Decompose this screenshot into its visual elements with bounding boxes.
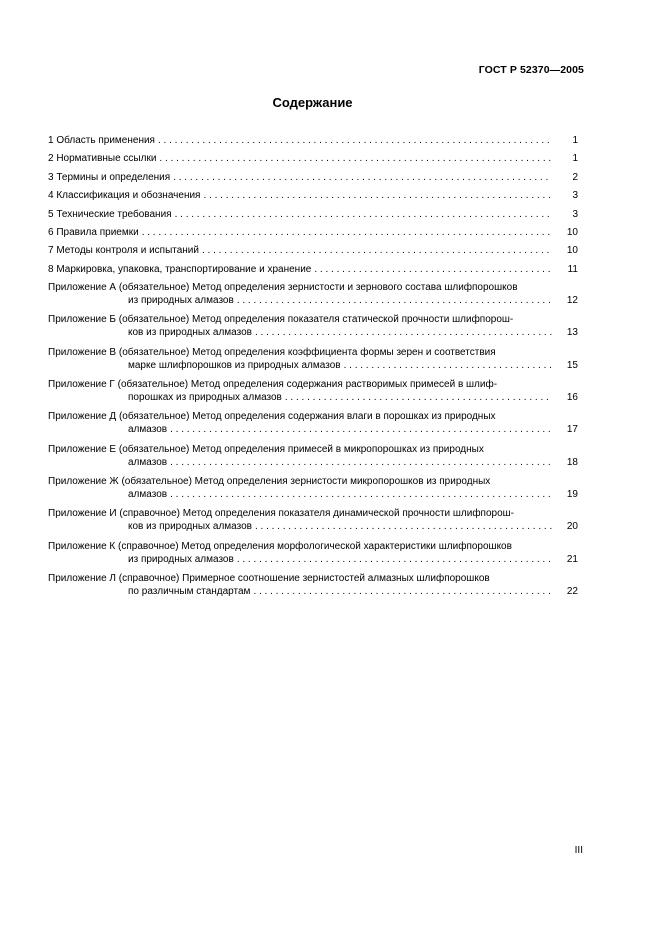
toc-entry-title-continuation: по различным стандартам <box>128 585 251 597</box>
toc-entry[interactable] <box>48 313 578 345</box>
dot-leader <box>314 263 552 276</box>
toc-entry-title: Приложение И (справочное) Метод определения показателя динамической прочности шлифпорош- <box>48 508 515 520</box>
toc-entry[interactable] <box>48 189 578 207</box>
toc-entry-title: 2 Нормативные ссылки <box>48 153 157 165</box>
dot-leader <box>175 208 552 221</box>
toc-entry[interactable] <box>48 507 578 539</box>
toc-page-number: 16 <box>566 392 578 404</box>
toc-entry-title-continuation: из природных алмазов <box>128 295 234 307</box>
toc-entry[interactable] <box>48 244 578 262</box>
toc-entry-title: 8 Маркировка, упаковка, транспортирование и хранение <box>48 263 312 275</box>
dot-leader <box>170 456 552 469</box>
toc-entry-title: Приложение Д (обязательное) Метод определения содержания влаги в порошках из природных <box>48 411 496 423</box>
dot-leader <box>203 189 552 202</box>
toc-page-number: 10 <box>566 245 578 257</box>
dot-leader <box>255 326 552 339</box>
toc-entry-title-continuation: порошках из природных алмазов <box>128 392 282 404</box>
toc-entry[interactable] <box>48 134 578 152</box>
toc-entry[interactable] <box>48 475 578 507</box>
dot-leader <box>237 553 552 566</box>
toc-entry-title-continuation: алмазов <box>128 488 168 500</box>
dot-leader <box>285 391 552 404</box>
toc-page-number: 2 <box>572 171 578 183</box>
toc-page-number: 11 <box>567 263 578 275</box>
dot-leader <box>170 423 552 436</box>
toc-page-number: 1 <box>572 153 578 165</box>
dot-leader <box>159 152 552 165</box>
page-number: III <box>574 845 583 856</box>
toc-page-number: 22 <box>566 585 578 597</box>
dot-leader <box>237 294 552 307</box>
toc-entry[interactable] <box>48 281 578 313</box>
toc-entry[interactable] <box>48 378 578 410</box>
toc-entry-title: Приложение В (обязательное) Метод определения коэффициента формы зерен и соответствия <box>48 346 496 358</box>
toc-entry-title-continuation: ков из природных алмазов <box>128 327 252 339</box>
toc-entry[interactable] <box>48 572 578 604</box>
toc-entry[interactable] <box>48 226 578 244</box>
table-of-contents <box>48 134 578 604</box>
dot-leader <box>158 134 552 147</box>
toc-page-number: 3 <box>572 208 578 220</box>
toc-entry[interactable] <box>48 540 578 572</box>
toc-entry[interactable] <box>48 152 578 170</box>
dot-leader <box>344 359 552 372</box>
standard-code: ГОСТ Р 52370—2005 <box>478 64 584 76</box>
toc-page-number: 21 <box>566 553 578 565</box>
toc-entry-title: 1 Область применения <box>48 135 155 146</box>
toc-page-number: 10 <box>566 226 578 238</box>
toc-entry-title: Приложение Е (обязательное) Метод определения примесей в микропорошках из природных <box>48 443 484 455</box>
toc-page-number: 13 <box>566 327 578 339</box>
dot-leader <box>142 226 552 239</box>
toc-entry-title: 4 Классификация и обозначения <box>48 190 201 202</box>
toc-entry-title: 6 Правила приемки <box>48 226 139 238</box>
toc-entry-title-continuation: алмазов <box>128 424 168 436</box>
toc-page-number: 3 <box>572 190 578 202</box>
toc-entry-title: Приложение Б (обязательное) Метод определения показателя статической прочности шлифпорош- <box>48 314 514 326</box>
toc-entry[interactable] <box>48 346 578 378</box>
dot-leader <box>202 244 552 257</box>
toc-entry-title: 3 Термины и определения <box>48 171 171 183</box>
toc-entry-title: Приложение А (обязательное) Метод определения зернистости и зернового состава шлифпорошков <box>48 282 518 294</box>
dot-leader <box>170 488 552 501</box>
toc-entry[interactable] <box>48 410 578 442</box>
toc-page-number: 1 <box>572 135 578 146</box>
toc-entry-title: Приложение Г (обязательное) Метод определения содержания растворимых примесей в шлиф- <box>48 379 498 391</box>
toc-entry[interactable] <box>48 263 578 281</box>
toc-entry-title: Приложение Л (справочное) Примерное соотношение зернистостей алмазных шлифпорошков <box>48 572 490 584</box>
toc-entry-title-continuation: марке шлифпорошков из природных алмазов <box>128 359 341 371</box>
toc-page-number: 18 <box>566 456 578 468</box>
toc-entry-title: Приложение К (справочное) Метод определения морфологической характеристики шлифпорошков <box>48 540 512 552</box>
toc-title: Содержание <box>272 95 353 110</box>
toc-page-number: 12 <box>566 295 578 307</box>
toc-entry-title: 5 Технические требования <box>48 208 172 220</box>
toc-entry[interactable] <box>48 443 578 475</box>
toc-page-number: 15 <box>566 359 578 371</box>
dot-leader <box>255 520 552 533</box>
toc-page-number: 17 <box>566 424 578 436</box>
toc-page-number: 20 <box>566 521 578 533</box>
dot-leader <box>253 585 552 598</box>
toc-entry-title: Приложение Ж (обязательное) Метод определения зернистости микропорошков из природных <box>48 475 491 487</box>
toc-entry-title: 7 Методы контроля и испытаний <box>48 245 199 257</box>
toc-entry-title-continuation: ков из природных алмазов <box>128 521 252 533</box>
dot-leader <box>173 171 552 184</box>
toc-entry[interactable] <box>48 171 578 189</box>
toc-page-number: 19 <box>566 488 578 500</box>
toc-entry-title-continuation: из природных алмазов <box>128 553 234 565</box>
toc-entry-title-continuation: алмазов <box>128 456 168 468</box>
toc-entry[interactable] <box>48 208 578 226</box>
